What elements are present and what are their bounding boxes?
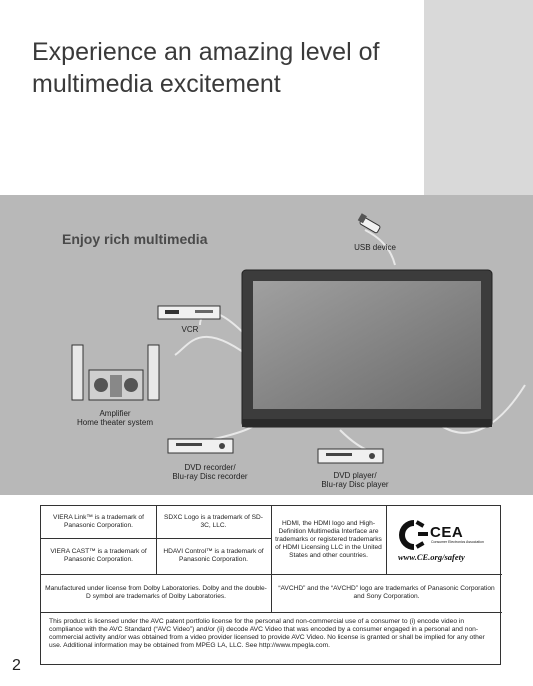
section-heading: Enjoy rich multimedia [62, 231, 208, 247]
avchd-notice: “AVCHD” and the “AVCHD” logo are trademarks of Panasonic Corporation and Sony Corporation. [278, 585, 495, 600]
tv-icon [242, 270, 492, 427]
divider [386, 506, 387, 574]
sdxc-notice: SDXC Logo is a trademark of SD-3C, LLC. [164, 514, 263, 529]
dvd-player-icon [318, 449, 383, 463]
home-theater-icon [72, 345, 159, 400]
dvd-recorder-label: DVD recorder/ Blu-ray Disc recorder [172, 463, 248, 481]
decorative-gray-band [424, 0, 533, 195]
vcr-icon [158, 306, 220, 319]
viera-link-notice: VIERA Link™ is a trademark of Panasonic Corporation. [53, 514, 144, 529]
hdmi-notice: HDMI, the HDMI logo and High-Definition Multimedia Interface are trademarks or registered trademarks of HDMI Licensing LLC in the United States and other countries. [275, 520, 382, 559]
page-number: 2 [12, 657, 21, 674]
cea-url: www.CE.org/safety [398, 552, 465, 562]
page-title: Experience an amazing level of multimedia excitement [32, 38, 380, 98]
usb-device-icon [358, 213, 381, 233]
viera-cast-notice: VIERA CAST™ is a trademark of Panasonic Corporation. [50, 548, 147, 563]
dvd-player-label: DVD player/ Blu-ray Disc player [321, 471, 389, 489]
divider [41, 612, 502, 613]
usb-label: USB device [354, 243, 396, 252]
hdavi-notice: HDAVI Control™ is a trademark of Panasonic Corporation. [163, 548, 264, 563]
dvd-recorder-icon [168, 439, 233, 453]
avc-license-notice: This product is licensed under the AVC patent portfolio license for the personal and non-commercial use of a consumer to (i) encode video in compliance with the AVC Standard (“AVC Video”) and/or (ii) decode AVC Video that was encoded by a consumer engaged in a personal and non-commercial activity and/or was obtained from a video provider licensed to provide AVC Video. No license is granted or shall be implied for any other use. Additional information may be obtained from MPEG LA, LLC. See http://www.mpegla.com. [49, 618, 485, 649]
trademark-notices [40, 505, 501, 665]
dolby-notice: Manufactured under license from Dolby Laboratories. Dolby and the double-D symbol are trademarks of Dolby Laboratories. [45, 585, 267, 600]
amplifier-label: Amplifier Home theater system [76, 409, 154, 427]
cea-logo-text: CEA [430, 524, 464, 541]
cea-logo-subtext: Consumer Electronics Association [431, 540, 484, 544]
vcr-label: VCR [181, 325, 199, 334]
cea-logo-mark-icon [398, 518, 430, 552]
cea-logo [396, 514, 496, 569]
multimedia-illustration [0, 195, 533, 495]
